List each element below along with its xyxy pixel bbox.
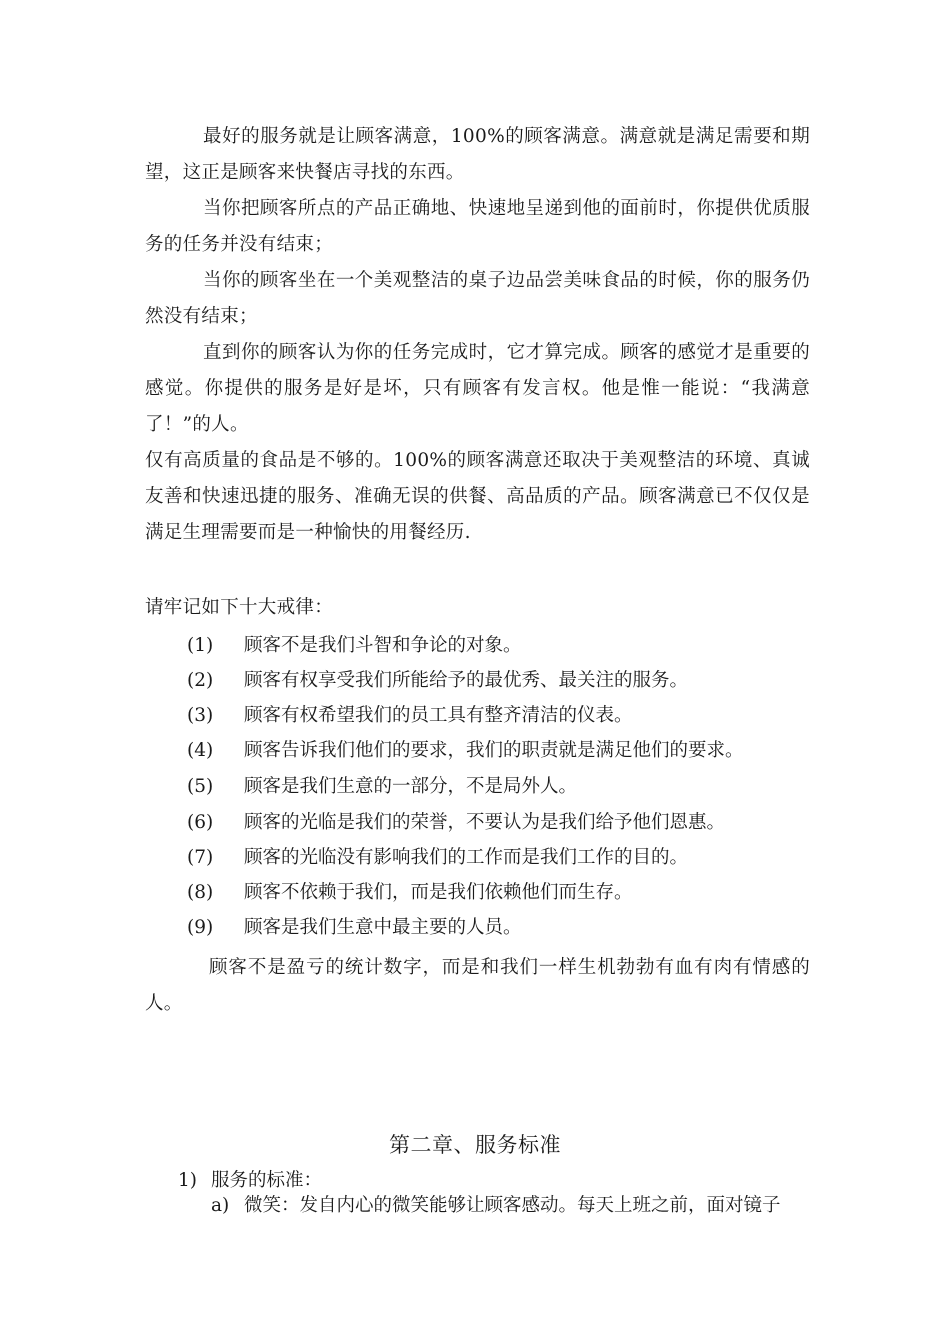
section-label: 服务的标准： <box>211 1170 323 1191</box>
rule-number: (1) <box>187 635 214 656</box>
rule-item <box>187 739 744 763</box>
rule-item <box>187 634 522 658</box>
rule-number: (4) <box>187 740 214 761</box>
item-number: a) <box>211 1195 230 1216</box>
rule-number: (2) <box>187 670 214 691</box>
rule-item <box>187 916 522 940</box>
rule-text: 顾客有权享受我们所能给予的最优秀、最关注的服务。 <box>244 670 689 691</box>
paragraph-service-not-finished: 当你把顾客所点的产品正确地、快速地呈递到他的面前时，你提供优质服务的任务并没有结束； <box>145 198 810 255</box>
rule-number: (9) <box>187 917 214 938</box>
rule-number: (5) <box>187 776 214 797</box>
rule-item <box>187 669 688 693</box>
rule-item <box>187 775 577 799</box>
paragraph-satisfaction: 最好的服务就是让顾客满意，100%的顾客满意。满意就是满足需要和期望，这正是顾客来快餐店寻找的东西。 <box>145 126 810 183</box>
chapter-title: 第二章、服务标准 <box>389 1133 561 1157</box>
rule-text: 顾客不依赖于我们，而是我们依赖他们而生存。 <box>244 882 633 903</box>
rule-item <box>187 704 633 728</box>
rule-number: (6) <box>187 812 214 833</box>
rule-text: 顾客是我们生意的一部分，不是局外人。 <box>244 776 578 797</box>
rules-intro: 请牢记如下十大戒律： <box>145 597 334 618</box>
rule-item <box>187 811 725 835</box>
paragraph-closing: 顾客不是盈亏的统计数字，而是和我们一样生机勃勃有血有肉有情感的人。 <box>145 957 810 1014</box>
rule-item <box>187 881 633 905</box>
rule-text: 顾客是我们生意中最主要的人员。 <box>244 917 522 938</box>
rule-text: 顾客不是我们斗智和争论的对象。 <box>244 635 522 656</box>
section-number: 1) <box>178 1170 197 1191</box>
rule-text: 顾客有权希望我们的员工具有整齐清洁的仪表。 <box>244 705 633 726</box>
rule-number: (3) <box>187 705 214 726</box>
rule-number: (7) <box>187 847 214 868</box>
item-text-smile: 微笑：发自内心的微笑能够让顾客感动。每天上班之前，面对镜子 <box>244 1195 781 1216</box>
rule-text: 顾客的光临没有影响我们的工作而是我们工作的目的。 <box>244 847 689 868</box>
paragraph-quality-not-enough: 仅有高质量的食品是不够的。100%的顾客满意还取决于美观整洁的环境、真诚友善和快速迅捷的服务、准确无误的供餐、高品质的产品。顾客满意已不仅仅是满足生理需要而是一种愉快的用餐经历. <box>145 450 810 543</box>
rule-item <box>187 846 688 870</box>
rule-text: 顾客的光临是我们的荣誉，不要认为是我们给予他们恩惠。 <box>244 812 726 833</box>
paragraph-customer-judges: 直到你的顾客认为你的任务完成时，它才算完成。顾客的感觉才是重要的感觉。你提供的服务是好是坏，只有顾客有发言权。他是惟一能说：“我满意了！”的人。 <box>145 342 810 435</box>
rule-number: (8) <box>187 882 214 903</box>
rule-text: 顾客告诉我们他们的要求，我们的职责就是满足他们的要求。 <box>244 740 744 761</box>
paragraph-still-not-finished: 当你的顾客坐在一个美观整洁的桌子边品尝美味食品的时候，你的服务仍然没有结束； <box>145 270 810 327</box>
